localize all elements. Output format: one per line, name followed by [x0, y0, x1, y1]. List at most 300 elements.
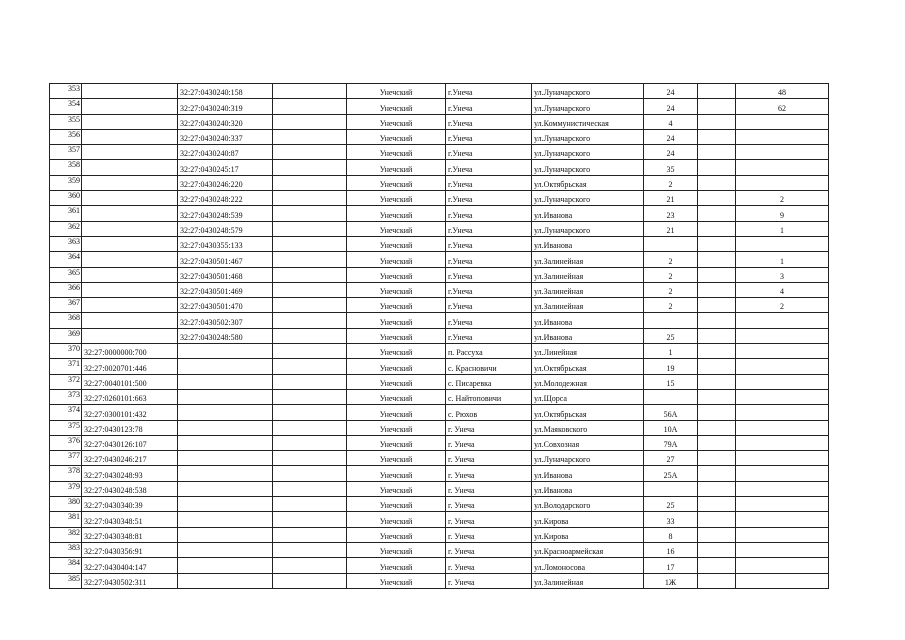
blank-cell [273, 313, 347, 328]
cadastral-number-a-cell [82, 114, 178, 129]
row-number-cell: 354 [50, 99, 82, 114]
apartment-number-cell: 62 [736, 99, 829, 114]
cadastral-number-a-cell: 32:27:0300101:432 [82, 405, 178, 420]
apartment-number-cell [736, 145, 829, 160]
settlement-cell: г.Унеча [446, 313, 532, 328]
table-row [50, 298, 829, 313]
district-cell: Унечский [347, 298, 446, 313]
cadastral-number-a-cell: 32:27:0430248:538 [82, 481, 178, 496]
cadastral-number-a-cell [82, 236, 178, 251]
street-cell: ул.Иванова [532, 466, 644, 481]
cadastral-number-a-cell [82, 298, 178, 313]
house-number-cell: 2 [644, 298, 698, 313]
blank-cell [698, 298, 736, 313]
cadastral-number-a-cell: 32:27:0430340:39 [82, 497, 178, 512]
cadastral-number-a-cell: 32:27:0430348:51 [82, 512, 178, 527]
street-cell: ул.Залинейная [532, 252, 644, 267]
cadastral-number-b-cell [178, 389, 273, 404]
row-number-cell: 355 [50, 114, 82, 129]
table-row [50, 145, 829, 160]
property-register-table [49, 83, 829, 589]
street-cell: ул.Иванова [532, 313, 644, 328]
district-cell: Унечский [347, 282, 446, 297]
district-cell: Унечский [347, 558, 446, 573]
house-number-cell: 21 [644, 191, 698, 206]
cadastral-number-b-cell: 32:27:0430240:320 [178, 114, 273, 129]
cadastral-number-b-cell [178, 344, 273, 359]
cadastral-number-a-cell: 32:27:0430404:147 [82, 558, 178, 573]
blank-cell [273, 558, 347, 573]
apartment-number-cell [736, 236, 829, 251]
street-cell: ул.Щорса [532, 389, 644, 404]
cadastral-number-a-cell: 32:27:0430126:107 [82, 435, 178, 450]
blank-cell [273, 344, 347, 359]
row-number-cell: 357 [50, 145, 82, 160]
cadastral-number-b-cell: 32:27:0430501:470 [178, 298, 273, 313]
blank-cell [698, 282, 736, 297]
cadastral-number-a-cell [82, 267, 178, 282]
settlement-cell: п. Рассуха [446, 344, 532, 359]
table-row [50, 497, 829, 512]
blank-cell [273, 84, 347, 99]
blank-cell [698, 236, 736, 251]
district-cell: Унечский [347, 389, 446, 404]
cadastral-number-a-cell [82, 221, 178, 236]
table-row [50, 191, 829, 206]
district-cell: Унечский [347, 573, 446, 588]
house-number-cell: 24 [644, 99, 698, 114]
cadastral-number-b-cell: 32:27:0430355:133 [178, 236, 273, 251]
street-cell: ул.Коммунистическая [532, 114, 644, 129]
cadastral-number-b-cell: 32:27:0430240:319 [178, 99, 273, 114]
house-number-cell: 24 [644, 84, 698, 99]
district-cell: Унечский [347, 328, 446, 343]
settlement-cell: г.Унеча [446, 84, 532, 99]
street-cell: ул.Луначарского [532, 129, 644, 144]
house-number-cell [644, 236, 698, 251]
settlement-cell: г.Унеча [446, 191, 532, 206]
cadastral-number-b-cell: 32:27:0430502:307 [178, 313, 273, 328]
table-row [50, 359, 829, 374]
apartment-number-cell [736, 160, 829, 175]
street-cell: ул.Залинейная [532, 573, 644, 588]
table-row [50, 512, 829, 527]
settlement-cell: с. Писаревка [446, 374, 532, 389]
blank-cell [273, 573, 347, 588]
cadastral-number-a-cell: 32:27:0000000:700 [82, 344, 178, 359]
table-body [50, 84, 829, 589]
cadastral-number-b-cell [178, 374, 273, 389]
cadastral-number-a-cell: 32:27:0020701:446 [82, 359, 178, 374]
cadastral-number-b-cell: 32:27:0430501:467 [178, 252, 273, 267]
apartment-number-cell [736, 512, 829, 527]
row-number-cell: 372 [50, 374, 82, 389]
blank-cell [698, 328, 736, 343]
cadastral-number-a-cell: 32:27:0040101:500 [82, 374, 178, 389]
row-number-cell: 377 [50, 451, 82, 466]
apartment-number-cell [736, 527, 829, 542]
cadastral-number-a-cell [82, 84, 178, 99]
settlement-cell: г. Унеча [446, 481, 532, 496]
blank-cell [698, 252, 736, 267]
house-number-cell: 24 [644, 129, 698, 144]
cadastral-number-a-cell: 32:27:0260101:663 [82, 389, 178, 404]
apartment-number-cell [736, 405, 829, 420]
row-number-cell: 385 [50, 573, 82, 588]
row-number-cell: 371 [50, 359, 82, 374]
street-cell: ул.Володарского [532, 497, 644, 512]
cadastral-number-a-cell: 32:27:0430246:217 [82, 451, 178, 466]
house-number-cell: 24 [644, 145, 698, 160]
cadastral-number-b-cell [178, 466, 273, 481]
settlement-cell: г. Унеча [446, 573, 532, 588]
row-number-cell: 356 [50, 129, 82, 144]
cadastral-number-b-cell [178, 435, 273, 450]
cadastral-number-b-cell: 32:27:0430240:337 [178, 129, 273, 144]
house-number-cell: 4 [644, 114, 698, 129]
blank-cell [273, 206, 347, 221]
district-cell: Унечский [347, 527, 446, 542]
apartment-number-cell: 4 [736, 282, 829, 297]
cadastral-number-a-cell [82, 191, 178, 206]
district-cell: Унечский [347, 512, 446, 527]
row-number-cell: 366 [50, 282, 82, 297]
street-cell: ул.Залинейная [532, 267, 644, 282]
apartment-number-cell [736, 359, 829, 374]
district-cell: Унечский [347, 344, 446, 359]
cadastral-number-a-cell [82, 328, 178, 343]
table-row [50, 558, 829, 573]
apartment-number-cell [736, 435, 829, 450]
house-number-cell: 10А [644, 420, 698, 435]
blank-cell [273, 129, 347, 144]
table-row [50, 573, 829, 588]
settlement-cell: г. Унеча [446, 435, 532, 450]
street-cell: ул.Кирова [532, 527, 644, 542]
blank-cell [698, 160, 736, 175]
apartment-number-cell [736, 542, 829, 557]
row-number-cell: 359 [50, 175, 82, 190]
street-cell: ул.Луначарского [532, 160, 644, 175]
blank-cell [698, 420, 736, 435]
blank-cell [698, 527, 736, 542]
cadastral-number-b-cell [178, 405, 273, 420]
blank-cell [698, 206, 736, 221]
street-cell: ул.Луначарского [532, 145, 644, 160]
blank-cell [698, 129, 736, 144]
row-number-cell: 380 [50, 497, 82, 512]
row-number-cell: 362 [50, 221, 82, 236]
street-cell: ул.Иванова [532, 328, 644, 343]
cadastral-number-a-cell: 32:27:0430502:311 [82, 573, 178, 588]
apartment-number-cell: 2 [736, 191, 829, 206]
row-number-cell: 375 [50, 420, 82, 435]
settlement-cell: г. Унеча [446, 451, 532, 466]
settlement-cell: г.Унеча [446, 267, 532, 282]
table-row [50, 129, 829, 144]
settlement-cell: г.Унеча [446, 206, 532, 221]
blank-cell [698, 481, 736, 496]
cadastral-number-b-cell: 32:27:0430245:17 [178, 160, 273, 175]
house-number-cell: 25А [644, 466, 698, 481]
cadastral-number-a-cell: 32:27:0430248:93 [82, 466, 178, 481]
house-number-cell: 19 [644, 359, 698, 374]
blank-cell [698, 512, 736, 527]
house-number-cell: 79А [644, 435, 698, 450]
district-cell: Унечский [347, 374, 446, 389]
cadastral-number-a-cell: 32:27:0430348:81 [82, 527, 178, 542]
house-number-cell: 27 [644, 451, 698, 466]
row-number-cell: 363 [50, 236, 82, 251]
blank-cell [273, 267, 347, 282]
blank-cell [273, 420, 347, 435]
street-cell: ул.Октябрьская [532, 405, 644, 420]
cadastral-number-b-cell: 32:27:0430248:539 [178, 206, 273, 221]
settlement-cell: г. Унеча [446, 420, 532, 435]
cadastral-number-a-cell [82, 129, 178, 144]
apartment-number-cell: 2 [736, 298, 829, 313]
settlement-cell: с. Рюхов [446, 405, 532, 420]
apartment-number-cell [736, 175, 829, 190]
street-cell: ул.Иванова [532, 481, 644, 496]
street-cell: ул.Луначарского [532, 221, 644, 236]
house-number-cell: 56А [644, 405, 698, 420]
table-row [50, 84, 829, 99]
table-row [50, 481, 829, 496]
cadastral-number-b-cell: 32:27:0430240:87 [178, 145, 273, 160]
apartment-number-cell [736, 328, 829, 343]
blank-cell [698, 542, 736, 557]
cadastral-number-b-cell: 32:27:0430501:469 [178, 282, 273, 297]
table-row [50, 267, 829, 282]
district-cell: Унечский [347, 175, 446, 190]
table-row [50, 527, 829, 542]
blank-cell [698, 359, 736, 374]
row-number-cell: 364 [50, 252, 82, 267]
cadastral-number-a-cell: 32:27:0430356:91 [82, 542, 178, 557]
settlement-cell: г.Унеча [446, 252, 532, 267]
settlement-cell: г.Унеча [446, 236, 532, 251]
blank-cell [273, 236, 347, 251]
house-number-cell: 8 [644, 527, 698, 542]
street-cell: ул.Красноармейская [532, 542, 644, 557]
blank-cell [273, 191, 347, 206]
apartment-number-cell [736, 573, 829, 588]
table-row [50, 328, 829, 343]
settlement-cell: г.Унеча [446, 160, 532, 175]
cadastral-number-a-cell [82, 175, 178, 190]
blank-cell [698, 573, 736, 588]
blank-cell [273, 99, 347, 114]
row-number-cell: 379 [50, 481, 82, 496]
house-number-cell: 16 [644, 542, 698, 557]
settlement-cell: г.Унеча [446, 298, 532, 313]
house-number-cell [644, 313, 698, 328]
table-row [50, 313, 829, 328]
cadastral-number-a-cell [82, 252, 178, 267]
blank-cell [698, 267, 736, 282]
street-cell: ул.Залинейная [532, 298, 644, 313]
settlement-cell: г. Унеча [446, 466, 532, 481]
blank-cell [273, 282, 347, 297]
blank-cell [273, 160, 347, 175]
blank-cell [698, 344, 736, 359]
blank-cell [698, 466, 736, 481]
blank-cell [698, 558, 736, 573]
settlement-cell: г.Унеча [446, 175, 532, 190]
district-cell: Унечский [347, 84, 446, 99]
house-number-cell: 1Ж [644, 573, 698, 588]
house-number-cell: 25 [644, 497, 698, 512]
blank-cell [273, 527, 347, 542]
settlement-cell: с. Красновичи [446, 359, 532, 374]
blank-cell [273, 435, 347, 450]
table-row [50, 542, 829, 557]
blank-cell [273, 451, 347, 466]
house-number-cell: 21 [644, 221, 698, 236]
street-cell: ул.Ломоносова [532, 558, 644, 573]
street-cell: ул.Залинейная [532, 282, 644, 297]
blank-cell [698, 313, 736, 328]
blank-cell [273, 466, 347, 481]
table-row [50, 236, 829, 251]
table-row [50, 405, 829, 420]
row-number-cell: 358 [50, 160, 82, 175]
cadastral-number-b-cell: 32:27:0430501:468 [178, 267, 273, 282]
street-cell: ул.Совхозная [532, 435, 644, 450]
row-number-cell: 383 [50, 542, 82, 557]
row-number-cell: 361 [50, 206, 82, 221]
street-cell: ул.Маяковского [532, 420, 644, 435]
cadastral-number-b-cell: 32:27:0430248:580 [178, 328, 273, 343]
street-cell: ул.Линейная [532, 344, 644, 359]
apartment-number-cell [736, 129, 829, 144]
blank-cell [273, 298, 347, 313]
row-number-cell: 384 [50, 558, 82, 573]
apartment-number-cell: 1 [736, 252, 829, 267]
settlement-cell: г.Унеча [446, 145, 532, 160]
house-number-cell: 33 [644, 512, 698, 527]
district-cell: Унечский [347, 481, 446, 496]
cadastral-number-b-cell [178, 497, 273, 512]
blank-cell [698, 405, 736, 420]
blank-cell [698, 84, 736, 99]
cadastral-number-a-cell [82, 145, 178, 160]
table-row [50, 175, 829, 190]
cadastral-number-b-cell: 32:27:0430248:579 [178, 221, 273, 236]
row-number-cell: 353 [50, 84, 82, 99]
table-row [50, 466, 829, 481]
table-row [50, 451, 829, 466]
apartment-number-cell [736, 114, 829, 129]
apartment-number-cell [736, 497, 829, 512]
settlement-cell: г.Унеча [446, 328, 532, 343]
settlement-cell: г.Унеча [446, 114, 532, 129]
district-cell: Унечский [347, 435, 446, 450]
cadastral-number-b-cell [178, 573, 273, 588]
blank-cell [273, 175, 347, 190]
settlement-cell: г. Унеча [446, 542, 532, 557]
blank-cell [698, 435, 736, 450]
district-cell: Унечский [347, 206, 446, 221]
blank-cell [698, 497, 736, 512]
house-number-cell: 15 [644, 374, 698, 389]
table-row [50, 435, 829, 450]
table-row [50, 420, 829, 435]
settlement-cell: г. Унеча [446, 497, 532, 512]
blank-cell [273, 405, 347, 420]
table-row [50, 344, 829, 359]
table-row [50, 252, 829, 267]
settlement-cell: г.Унеча [446, 99, 532, 114]
blank-cell [698, 389, 736, 404]
table-row [50, 389, 829, 404]
cadastral-number-a-cell [82, 99, 178, 114]
cadastral-number-b-cell [178, 420, 273, 435]
cadastral-number-b-cell: 32:27:0430246:220 [178, 175, 273, 190]
cadastral-number-a-cell: 32:27:0430123:78 [82, 420, 178, 435]
table-row [50, 374, 829, 389]
district-cell: Унечский [347, 129, 446, 144]
blank-cell [273, 114, 347, 129]
district-cell: Унечский [347, 542, 446, 557]
blank-cell [273, 389, 347, 404]
row-number-cell: 381 [50, 512, 82, 527]
settlement-cell: г. Унеча [446, 512, 532, 527]
apartment-number-cell [736, 558, 829, 573]
district-cell: Унечский [347, 145, 446, 160]
table-row [50, 221, 829, 236]
row-number-cell: 378 [50, 466, 82, 481]
blank-cell [273, 374, 347, 389]
house-number-cell: 23 [644, 206, 698, 221]
blank-cell [273, 497, 347, 512]
district-cell: Унечский [347, 114, 446, 129]
row-number-cell: 360 [50, 191, 82, 206]
cadastral-number-b-cell [178, 527, 273, 542]
blank-cell [273, 512, 347, 527]
street-cell: ул.Луначарского [532, 451, 644, 466]
cadastral-number-b-cell: 32:27:0430248:222 [178, 191, 273, 206]
district-cell: Унечский [347, 313, 446, 328]
blank-cell [698, 145, 736, 160]
row-number-cell: 370 [50, 344, 82, 359]
blank-cell [273, 145, 347, 160]
blank-cell [273, 359, 347, 374]
street-cell: ул.Луначарского [532, 99, 644, 114]
apartment-number-cell [736, 420, 829, 435]
street-cell: ул.Кирова [532, 512, 644, 527]
house-number-cell [644, 481, 698, 496]
apartment-number-cell [736, 313, 829, 328]
row-number-cell: 367 [50, 298, 82, 313]
blank-cell [273, 221, 347, 236]
apartment-number-cell [736, 451, 829, 466]
blank-cell [698, 114, 736, 129]
street-cell: ул.Октябрьская [532, 359, 644, 374]
cadastral-number-a-cell [82, 313, 178, 328]
district-cell: Унечский [347, 267, 446, 282]
house-number-cell: 2 [644, 252, 698, 267]
district-cell: Унечский [347, 497, 446, 512]
house-number-cell: 1 [644, 344, 698, 359]
cadastral-number-b-cell [178, 512, 273, 527]
street-cell: ул.Луначарского [532, 84, 644, 99]
blank-cell [698, 374, 736, 389]
district-cell: Унечский [347, 466, 446, 481]
house-number-cell: 17 [644, 558, 698, 573]
apartment-number-cell [736, 481, 829, 496]
